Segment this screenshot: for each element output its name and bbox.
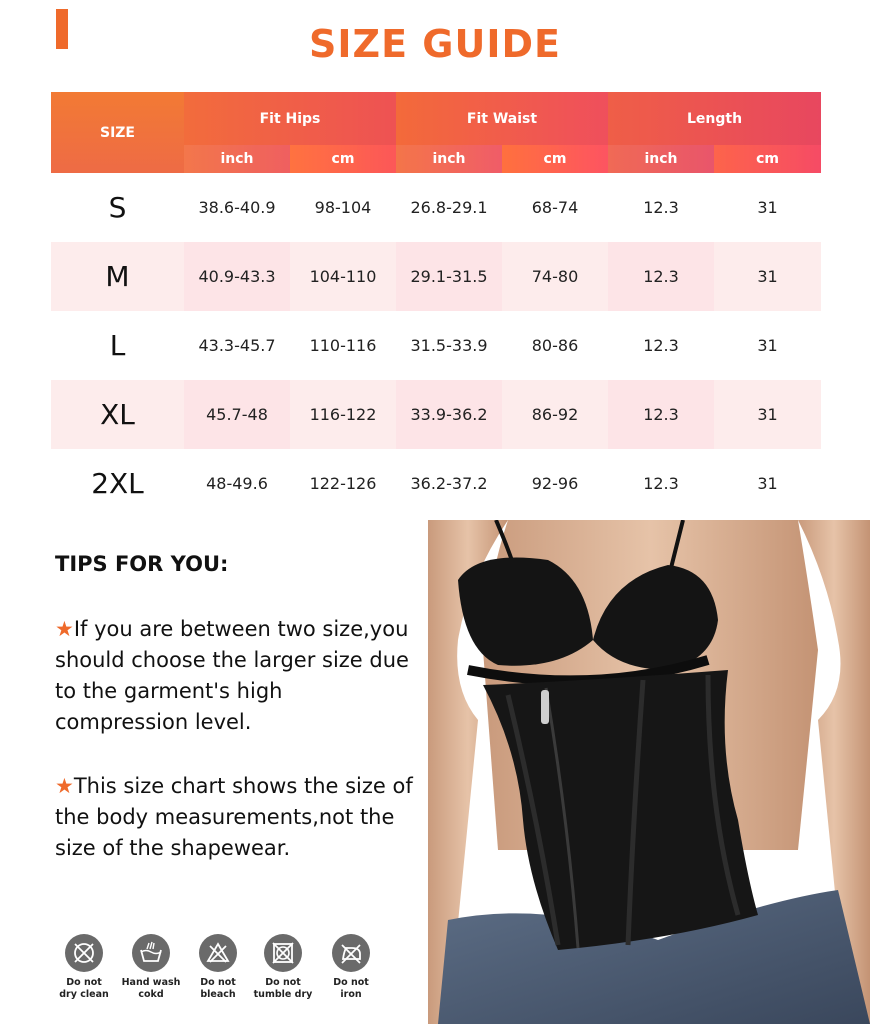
tip-item — [55, 771, 415, 864]
table-cell: 92-96 — [502, 449, 608, 518]
size-table — [51, 92, 821, 518]
hand-wash-icon — [132, 934, 170, 972]
table-cell: 12.3 — [608, 449, 714, 518]
size-cell: S — [51, 173, 184, 242]
do-not-iron-icon — [332, 934, 370, 972]
unit-header: inch — [184, 145, 290, 173]
unit-header: cm — [502, 145, 608, 173]
star-icon: ★ — [55, 617, 74, 641]
size-column-header: SIZE — [51, 92, 184, 173]
table-cell: 12.3 — [608, 380, 714, 449]
table-cell: 116-122 — [290, 380, 396, 449]
table-cell: 38.6-40.9 — [184, 173, 290, 242]
table-cell: 110-116 — [290, 311, 396, 380]
do-not-tumble-dry-icon — [264, 934, 302, 972]
table-row — [51, 242, 821, 311]
tips-title: TIPS FOR YOU: — [55, 552, 229, 576]
table-cell: 31 — [714, 173, 821, 242]
table-cell: 48-49.6 — [184, 449, 290, 518]
page-title: SIZE GUIDE — [309, 22, 561, 66]
table-cell: 98-104 — [290, 173, 396, 242]
table-cell: 86-92 — [502, 380, 608, 449]
care-label: Hand wash cokd — [121, 977, 181, 1000]
table-row — [51, 449, 821, 518]
product-photo — [428, 520, 870, 1024]
tip-text: This size chart shows the size of the body measurements,not the size of the shapewear. — [55, 774, 413, 860]
do-not-bleach-icon — [199, 934, 237, 972]
star-icon: ★ — [55, 774, 74, 798]
size-cell: M — [51, 242, 184, 311]
table-cell: 12.3 — [608, 311, 714, 380]
table-cell: 40.9-43.3 — [184, 242, 290, 311]
care-label: Do not iron — [333, 977, 369, 1000]
table-cell: 31 — [714, 242, 821, 311]
table-cell: 12.3 — [608, 242, 714, 311]
do-not-dry-clean-icon — [65, 934, 103, 972]
care-item-iron — [311, 934, 391, 1001]
care-label: Do not tumble dry — [253, 977, 313, 1000]
table-cell: 31 — [714, 380, 821, 449]
table-cell: 31 — [714, 449, 821, 518]
care-label: Do not bleach — [200, 977, 236, 1000]
tip-text: If you are between two size,you should choose the larger size due to the garment's high compression level. — [55, 617, 409, 734]
table-cell: 31 — [714, 311, 821, 380]
table-cell: 31.5-33.9 — [396, 311, 502, 380]
table-cell: 74-80 — [502, 242, 608, 311]
size-cell: 2XL — [51, 449, 184, 518]
tip-item — [55, 614, 415, 738]
table-row — [51, 311, 821, 380]
table-row — [51, 380, 821, 449]
table-cell: 12.3 — [608, 173, 714, 242]
unit-header: inch — [608, 145, 714, 173]
care-label: Do not dry clean — [59, 977, 109, 1000]
table-cell: 45.7-48 — [184, 380, 290, 449]
table-cell: 33.9-36.2 — [396, 380, 502, 449]
table-cell: 68-74 — [502, 173, 608, 242]
table-cell: 122-126 — [290, 449, 396, 518]
table-cell: 29.1-31.5 — [396, 242, 502, 311]
table-cell: 43.3-45.7 — [184, 311, 290, 380]
unit-header: inch — [396, 145, 502, 173]
table-row — [51, 173, 821, 242]
table-cell: 104-110 — [290, 242, 396, 311]
table-cell: 26.8-29.1 — [396, 173, 502, 242]
unit-header: cm — [714, 145, 821, 173]
unit-header: cm — [290, 145, 396, 173]
table-cell: 36.2-37.2 — [396, 449, 502, 518]
table-cell: 80-86 — [502, 311, 608, 380]
length-header: Length — [608, 92, 821, 145]
size-cell: XL — [51, 380, 184, 449]
size-cell: L — [51, 311, 184, 380]
fit-waist-header: Fit Waist — [396, 92, 608, 145]
fit-hips-header: Fit Hips — [184, 92, 396, 145]
